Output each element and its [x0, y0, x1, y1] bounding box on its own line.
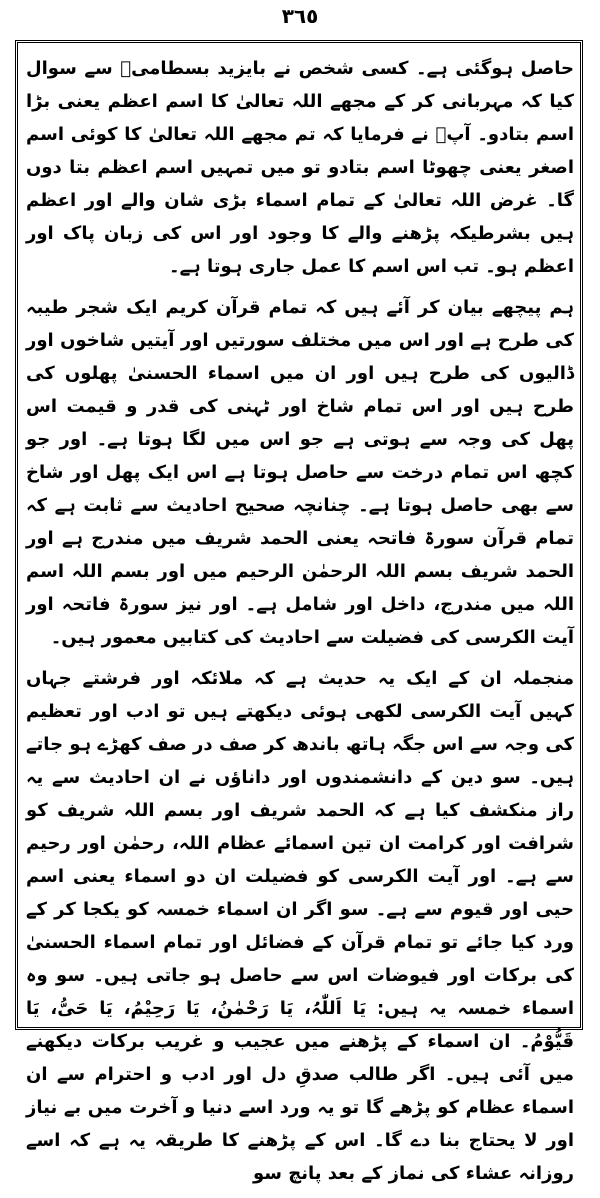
paragraph-2: ہم پیچھے بیان کر آئے ہیں کہ تمام قرآن کریم ایک شجر طیبہ کی طرح ہے اور اس میں مختلف سورتیں اور آیتیں شاخوں اور ڈالیوں کی طرح ہیں اور ان میں اسماء الحسنیٰ پھلوں کی طرح ہیں اور اس تمام شاخ اور ٹہنی کی قدر و قیمت اس پھل کی وجہ سے ہوتی ہے جو اس میں لگا ہوتا ہے۔ اور جو کچھ اس تمام درخت سے حاصل ہوتا ہے اس ایک پھل اور شاخ سے بھی حاصل ہوتا ہے۔ چنانچہ صحیح احادیث سے ثابت ہے کہ تمام قرآن سورۃ فاتحہ یعنی الحمد شریف میں مندرج ہے اور الحمد شریف بسم اللہ الرحمٰن الرحیم میں اور بسم اللہ اسم اللہ میں مندرج، داخل اور شامل ہے۔ اور نیز سورۃ فاتحہ اور آیت الکرسی کی فضیلت سے احادیث کی کتابیں معمور ہیں۔ — [26, 297, 574, 648]
paragraph-1: حاصل ہوگئی ہے۔ کسی شخص نے بایزید بسطامیؒ سے سوال کیا کہ مہربانی کر کے مجھے اللہ تعالیٰ کا اسم اعظم یعنی بڑا اسم بتادو۔ آپؒ نے فرمایا کہ تم مجھے اللہ تعالیٰ کا کوئی اسم اصغر یعنی چھوٹا اسم بتادو تو میں تمہیں اسم اعظم بتا دوں گا۔ غرض اللہ تعالیٰ کے تمام اسماء بڑی شان والے اور اعظم ہیں بشرطیکہ پڑھنے والے کا وجود اور اس کی زبان پاک اور اعظم ہو۔ تب اس اسم کا عمل جاری ہوتا ہے۔ — [26, 58, 574, 277]
page-body — [26, 52, 574, 1198]
page-number: ٣٦٥ — [281, 4, 319, 28]
paragraph-3: منجملہ ان کے ایک یہ حدیث ہے کہ ملائکہ اور فرشتے جہاں کہیں آیت الکرسی لکھی ہوئی دیکھتے ہیں تو ادب اور تعظیم کی وجہ سے اس جگہ ہاتھ باندھ کر صف در صف کھڑے ہو جاتے ہیں۔ سو دین کے دانشمندوں اور داناؤں نے ان احادیث سے یہ راز منکشف کیا ہے کہ الحمد شریف اور بسم اللہ شریف کو شرافت اور کرامت ان تین اسمائے عظام اللہ، رحمٰن اور رحیم سے ہے۔ اور آیت الکرسی کو فضیلت ان دو اسماء یعنی اسم حیی اور قیوم سے ہے۔ سو اگر ان اسماء خمسہ کو یکجا کر کے ورد کیا جائے تو تمام قرآن کے فضائل اور تمام اسماء الحسنیٰ کی برکات اور فیوضات اس سے حاصل ہو جاتی ہیں۔ سو وہ اسماء خمسہ یہ ہیں: یَا اَللّٰہُ، یَا رَحْمٰنُ، یَا رَحِیْمُ، یَا حَیُّ، یَا قَیُّوْمُ۔ ان اسماء کے پڑھنے میں عجیب و غریب برکات دیکھنے میں آئی ہیں۔ اگر طالب صدقِ دل اور ادب و احترام سے ان اسماء عظام کو پڑھے گا تو یہ ورد اسے دنیا و آخرت میں بے نیاز اور لا یحتاج بنا دے گا۔ اس کے پڑھنے کا طریقہ یہ ہے کہ اسے روزانہ عشاء کی نماز کے بعد پانچ سو — [26, 668, 574, 1184]
